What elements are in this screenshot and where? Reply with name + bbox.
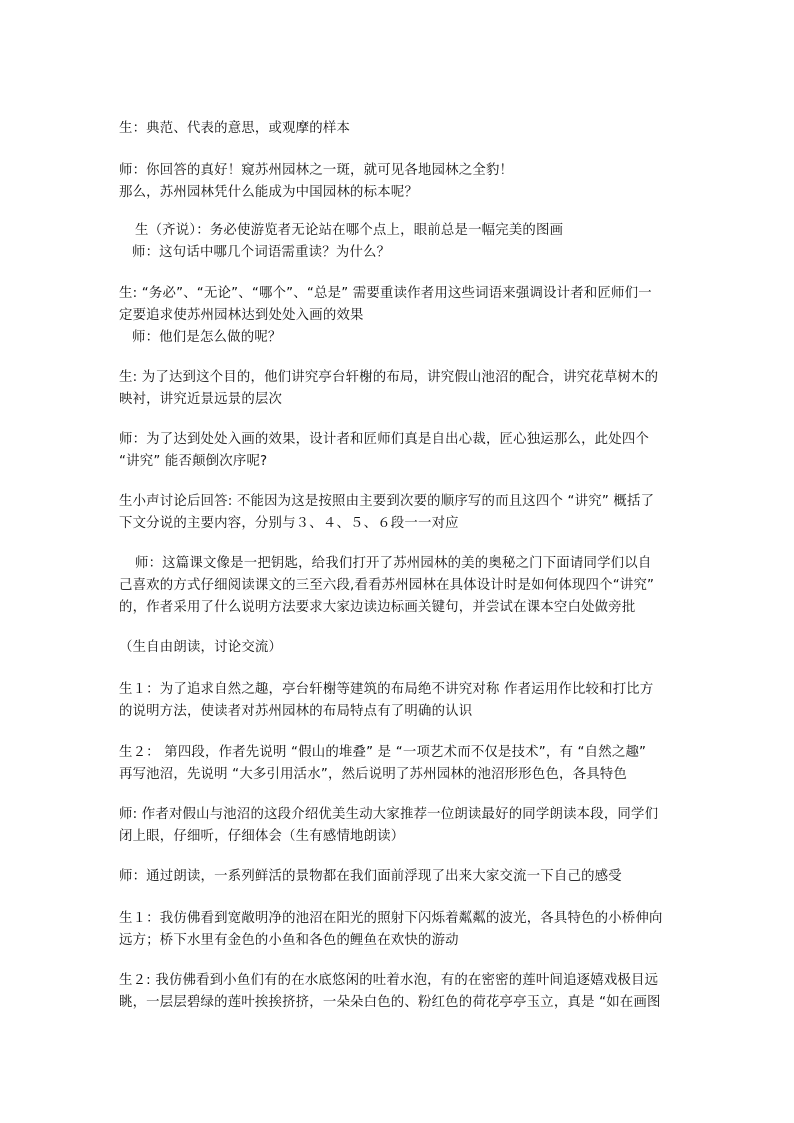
text-line: 远方；桥下水里有金色的小鱼和各色的鲤鱼在欢快的游动 <box>119 933 459 948</box>
text-line: 生１：为了追求自然之趣，亭台轩榭等建筑的布局绝不讲究对称 作者运用作比较和打比方 <box>119 682 654 697</box>
text-line: 师：为了达到处处入画的效果，设计者和匠师们真是自出心裁，匠心独运那么，此处四个 <box>119 432 650 447</box>
text-line: 生小声讨论后回答: 不能因为这是按照由主要到次要的顺序写的而且这四个 “讲究” 概括了 <box>119 494 655 509</box>
text-line: 那么，苏州园林凭什么能成为中国园林的标本呢？ <box>119 185 418 200</box>
text-line: 师：通过朗读，一系列鲜活的景物都在我们面前浮现了出来大家交流一下自己的感受 <box>119 869 622 884</box>
text-line: 映衬，讲究近景远景的层次 <box>119 392 283 407</box>
paragraph-6 <box>119 429 681 473</box>
text-line: 生: “务必”、“无论”、“哪个”、“总是” 需要重读作者用这些词语来强调设计者和匠师们一 <box>119 286 652 301</box>
text-line: 的说明方法，使读者对苏州园林的布局特点有了明确的认识 <box>119 704 473 719</box>
text-line: 的，作者采用了什么说明方法要求大家边读边标画关键句，并尝试在课本空白处做旁批 <box>119 600 636 615</box>
paragraph-1 <box>119 118 681 140</box>
text-line: 师: 作者对假山与池沼的这段介绍优美生动大家推荐一位朗读最好的同学朗读本段，同学们 <box>119 807 659 822</box>
text-line: 生２: 我仿佛看到小鱼们有的在水底悠闲的吐着水泡，有的在密密的莲叶间追逐嬉戏极目远 <box>119 973 659 988</box>
paragraph-8 <box>119 553 681 619</box>
paragraph-13 <box>119 866 681 888</box>
paragraph-5 <box>119 367 681 411</box>
text-line: “讲究” 能否颠倒次序呢? <box>119 454 268 469</box>
text-line: 定要追求使苏州园林达到处处入画的效果 <box>119 308 364 323</box>
text-line: 眺，一层层碧绿的莲叶挨挨挤挤，一朵朵白色的、粉红色的荷花亭亭玉立，真是 “如在画图 <box>119 995 661 1010</box>
paragraph-15 <box>119 970 681 1014</box>
text-line: 下文分说的主要内容，分别与３、４、５、６段一一对应 <box>119 516 459 531</box>
text-line: 闭上眼，仔细听，仔细体会（生有感情地朗读） <box>119 829 405 844</box>
text-line: 生２： 第四段，作者先说明 “假山的堆叠” 是 “一项艺术而不仅是技术”，有 “自然之趣” <box>119 745 647 760</box>
paragraph-10 <box>119 679 681 723</box>
paragraph-12 <box>119 804 681 848</box>
paragraph-2 <box>119 160 681 204</box>
text-line: 师：这句话中哪几个词语需重读？为什么？ <box>132 245 391 260</box>
text-line: 再写池沼，先说明 “大多引用活水”，然后说明了苏州园林的池沼形形色色，各具特色 <box>119 767 627 782</box>
text-line: 生: 为了达到这个目的，他们讲究亭台轩榭的布局，讲究假山池沼的配合，讲究花草树木的 <box>119 370 659 385</box>
text-line: 生（齐说）：务必使游览者无论站在哪个点上，眼前总是一幅完美的图画 <box>135 223 564 238</box>
text-line: 师：这篇课文像是一把钥匙，给我们打开了苏州园林的美的奥秘之门下面请同学们以自 <box>135 556 652 571</box>
paragraph-14 <box>119 908 681 952</box>
text-line: 师：他们是怎么做的呢？ <box>132 330 282 345</box>
paragraph-4 <box>119 283 681 349</box>
paragraph-3 <box>119 220 681 264</box>
paragraph-11 <box>119 742 681 786</box>
paragraph-7 <box>119 491 681 535</box>
paragraph-9 <box>119 637 681 659</box>
text-line: （生自由朗读，讨论交流） <box>119 640 283 655</box>
text-line: 生１：我仿佛看到宽敞明净的池沼在阳光的照射下闪烁着粼粼的波光，各具特色的小桥伸向 <box>119 911 663 926</box>
text-line: 师：你回答的真好！窥苏州园林之一斑，就可见各地园林之全豹！ <box>119 163 514 178</box>
text-line: 生：典范、代表的意思，或观摩的样本 <box>119 121 351 136</box>
text-line: 己喜欢的方式仔细阅读课文的三至六段,看看苏州园林在具体设计时是如何体现四个“讲究” <box>119 578 655 593</box>
